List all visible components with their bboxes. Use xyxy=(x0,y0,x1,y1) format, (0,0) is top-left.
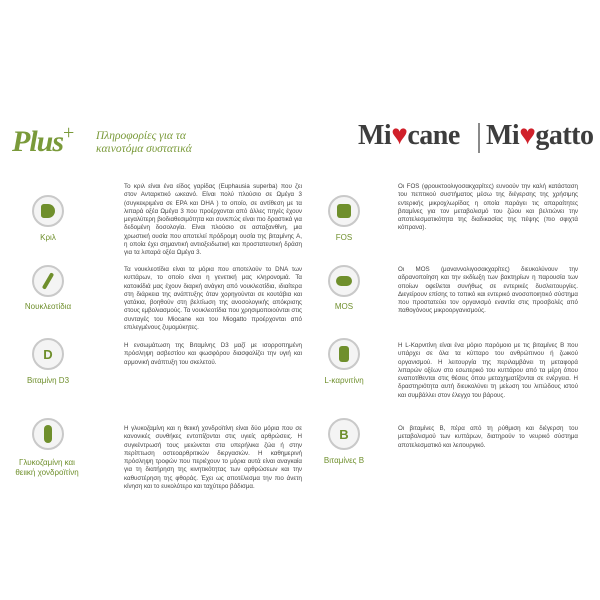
ingredient-text: Τα νουκλεοτίδια είναι τα μόρια που αποτελούν το DNA των κυττάρων, το οποίο είναι η γενετική μας κληρονομιά. Τα κατοικίδιά μας έχουν διαρκή ανάγκη από νουκλεοτίδια, ιδιαίτερα στη διάρκεια της ανάπτυξης όταν χορηγούνται σε κουτάβια και γατάκια, βοηθούν στη βελτίωση της ανοσολογικής απόκρισης στους εμβολιασμούς. Τα νουκλεοτίδια που χρησιμοποιούνται στις συνταγές του Miocane και του Miogatto προέρχονται από επιλεγμένους ζυμομύκητες. xyxy=(124,266,302,332)
ingredient-label: MOS xyxy=(334,302,354,311)
joint-icon xyxy=(32,418,64,450)
subtitle-line-2: καινοτόμα συστατικά xyxy=(96,143,192,155)
l-carnitine-icon xyxy=(328,338,360,370)
ingredient-text: Το κριλ είναι ένα είδος γαρίδας (Euphausia superba) που ζει στον Ανταρκτικό ωκεανό. Είναι πολύ πλούσιο σε Ωμέγα 3 (συγκεκριμένα σε EPA και DHA ) το οποίο, σε αντίθεση με τα λιπαρά οξέα Ωμέγα 3 που προέρχονται από άλλες πηγές έχουν μεγαλύτερη βιοδιαθεσιμότητα και συνεπώς είναι πιο δραστικά για δεδομένη δοσολογία. Είναι πλούσιο σε ασταξανθίνη, μια χρωστική ουσία που αποτελεί πρόδρομη ουσία της βιταμίνης A, η οποία έχει σημαντική αντιοξειδωτική και προστατευτική δράση για τα λιπαρά οξέα Ωμέγα 3. xyxy=(124,183,302,257)
krill-icon xyxy=(32,195,64,227)
mos-icon xyxy=(328,265,360,297)
brand-divider xyxy=(478,123,480,153)
vitamin-b-icon: B xyxy=(328,418,360,450)
ingredient-label: Γλυκοζαμίνη και θειική χονδροϊτίνη xyxy=(15,458,79,477)
ingredient-label: Κριλ xyxy=(40,233,56,242)
ingredient-label: FOS xyxy=(335,233,353,242)
ingredient-text: Η γλυκοζαμίνη και η θειική χονδροϊτίνη είναι δύο μόρια που σε κανονικές συνθήκες εντοπίζονται στις υγιείς αρθρώσεις. Η συγκέντρωσή τους μειώνεται στα υπερήλικα ζώα ή στην περίπτωση οστεοαρθριτικών διεργασιών. Η καθημερινή πρόσληψη τροφών που περιέχουν το μόρια αυτά είναι αναγκαία για τη διατήρηση της κινητικότητας των αρθρώσεων και την καθυστέρηση της φθοράς. Έχει ως αποτέλεσμα την πιο άνετη κίνηση και το ευκολότερο και ταχύτερο βάδισμα. xyxy=(124,425,302,491)
subtitle-line-1: Πληροφορίες για τα xyxy=(96,130,186,142)
heart-icon: ♥ xyxy=(391,120,408,151)
ingredient-label: Βιταμίνες B xyxy=(323,456,365,465)
ingredient-label: L-καρνιτίνη xyxy=(324,376,364,385)
heart-icon: ♥ xyxy=(519,120,536,151)
vitamin-d3-icon: D xyxy=(32,338,64,370)
ingredient-text: Οι βιταμίνες B, πέρα από τη ρύθμιση και διέγερση του μεταβολισμού των κυττάρων, διατηρούν το νευρικό σύστημα αποτελεσματικό και λειτουργικό. xyxy=(398,425,578,449)
ingredient-text: Οι MOS (μαναννολιγοσακχαρίτες) διευκολύνουν την αδρανοποίηση και την εκδίωξη των βακτηρίων η παρουσία των οποίων οφείλεται συνήθως σε εντερικές δυσλειτουργίες. Διεγείρουν επίσης το τοπικό και εντερικό ανοσοποιητικό σύστημα που προστατεύει τον οργανισμό εναντία στις προσβολές από παθογόνους μικροοργανισμούς. xyxy=(398,266,578,315)
fos-icon xyxy=(328,195,360,227)
dna-icon xyxy=(32,265,64,297)
ingredient-label: Βιταμίνη D3 xyxy=(26,376,70,385)
ingredient-label: Νουκλεοτίδια xyxy=(24,302,72,311)
brand-miogatto: Mi♥gatto xyxy=(486,120,594,151)
plus-logo: Plus+ xyxy=(12,122,74,158)
ingredient-text: Η L-Καρνιτίνη είναι ένα μόριο παρόμοιο με τις βιταμίνες B που υπάρχει σε όλα τα κύτταρο του ανθρώπινου ή ζωικού οργανισμού. Η λειτουργία της περιλαμβάνει τη μεταφορά λιπαρών οξέων στο εσωτερικό του κυττάρου από τα μέρη όπου εναποτίθενται στις θέσεις όπου μεταχηματίζονται σε ενέργεια. Η δραστηριότητα αυτή διευκολύνει τη μείωση του λιπώδους ιστού και συμβάλλει στον έλεγχο του βάρους. xyxy=(398,342,578,399)
ingredient-text: Η ενσωμάτωση της Βιταμίνης D3 μαζί με ισορροπημένη πρόσληψη ασβεστίου και φωσφόρου διασφαλίζει την υγιή και αρμονική ανάπτυξη του σκελετού. xyxy=(124,342,302,366)
page-subtitle xyxy=(96,130,246,156)
ingredient-text: Οι FOS (φρουκτοολιγοσακχαρίτες) ευνοούν την καλή κατάσταση του πεπτικού συστήματος μέσω της διέγερσης της χρήσιμης εντερικής μικροχλωρίδας η οποία παράγει τις απαραίτητες βιταμίνες για τον μεταβολισμό του ζώου και βελτιώνει την αποτελεσματικότητα της διαδικασίας της πέψης (πιο σφιχτά κόπρανα). xyxy=(398,183,578,232)
brand-miocane: Mi♥cane xyxy=(358,120,460,151)
blank-top-area xyxy=(0,0,600,110)
